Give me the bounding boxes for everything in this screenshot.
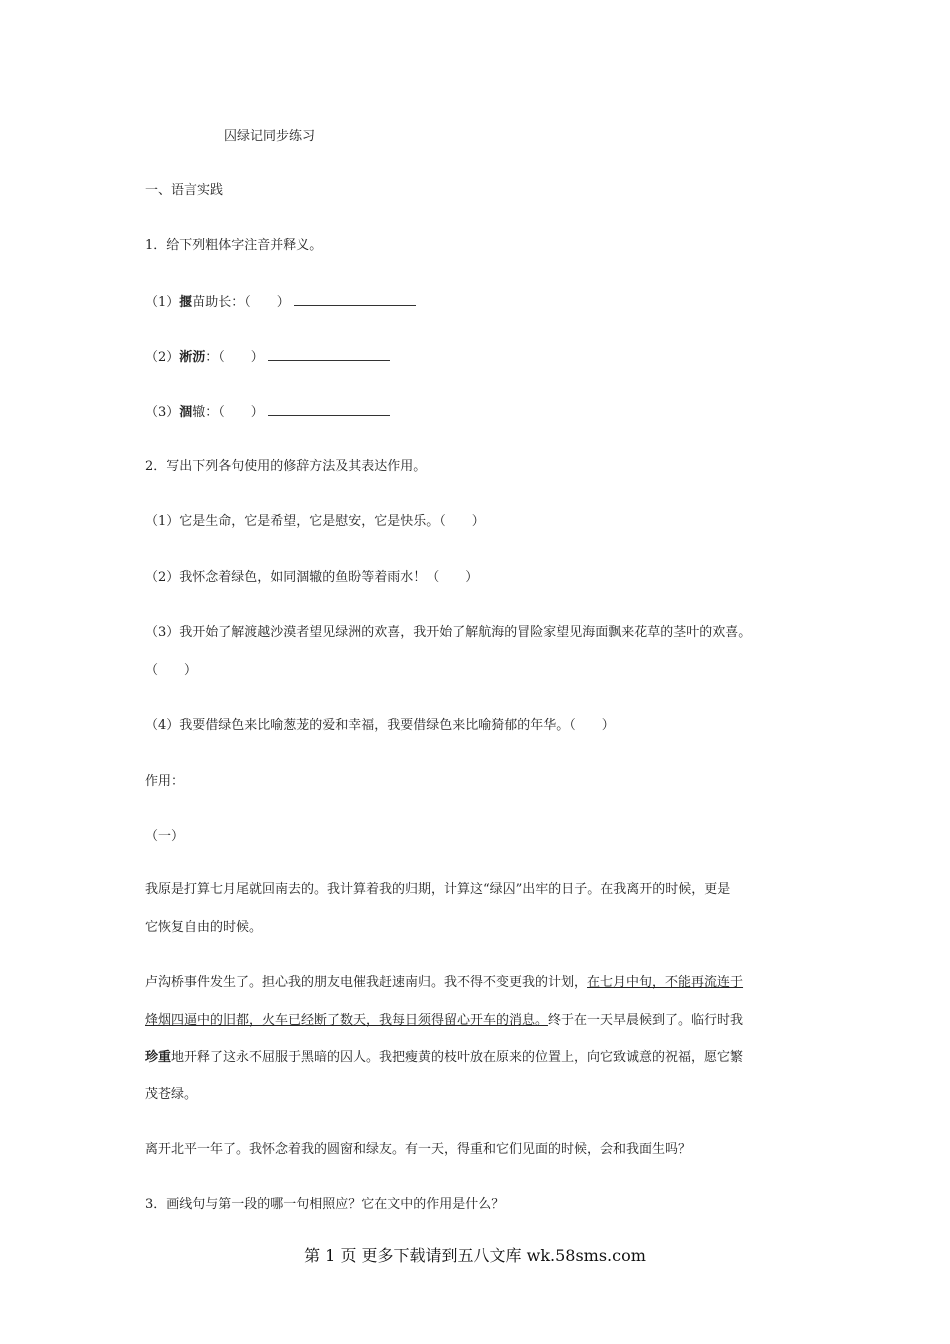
question-2-prompt: 2．写出下列各句使用的修辞方法及其表达作用。 xyxy=(145,459,427,474)
passage-paragraph-2-line-3 xyxy=(145,1049,743,1067)
item-text: 辙：（ ） xyxy=(192,405,264,420)
effect-label: 作用： xyxy=(145,774,185,789)
question-2-item-1: （1）它是生命，它是希望，它是慰安，它是快乐。（ ） xyxy=(145,514,485,529)
bold-word: 珍重 xyxy=(145,1050,172,1065)
answer-blank-line xyxy=(294,292,416,306)
question-1-prompt: 1．给下列粗体字注音并释义。 xyxy=(145,238,323,253)
bold-character: 涸 xyxy=(179,405,193,420)
question-2-item-3: （3）我开始了解渡越沙漠者望见绿洲的欢喜，我开始了解航海的冒险家望见海面飘来花草的茎叶的欢喜。 xyxy=(145,625,752,640)
document-title: 囚绿记同步练习 xyxy=(224,129,316,144)
item-text: ：（ ） xyxy=(205,350,264,365)
passage-text: 终于在一天早晨候到了。临行时我 xyxy=(548,1013,744,1028)
item-prefix: （3） xyxy=(145,405,180,420)
answer-blank-line xyxy=(268,402,390,416)
passage-paragraph-3-line-1: 离开北平一年了。我怀念着我的圆窗和绿友。有一天，得重和它们见面的时候，会和我面生吗？ xyxy=(145,1142,692,1157)
underlined-sentence: 在七月中旬，不能再流连于 xyxy=(587,975,744,990)
page-footer: 第 1 页 更多下载请到五八文库 wk.58sms.com xyxy=(304,1246,646,1265)
item-prefix: （1） xyxy=(145,295,180,310)
question-1-item-1 xyxy=(145,292,416,312)
item-prefix: （2） xyxy=(145,350,180,365)
passage-paragraph-1-line-2: 它恢复自由的时候。 xyxy=(145,920,263,935)
question-3-prompt: 3．画线句与第一段的哪一句相照应？它在文中的作用是什么？ xyxy=(145,1197,505,1212)
section-heading-language-practice: 一、语言实践 xyxy=(145,183,224,198)
bold-character: 淅沥 xyxy=(179,350,206,365)
passage-paragraph-2-line-1 xyxy=(145,974,743,992)
underlined-sentence: 烽烟四逼中的旧都，火车已经断了数天，我每日须得留心开车的消息。 xyxy=(145,1013,549,1028)
passage-paragraph-1-line-1: 我原是打算七月尾就回南去的。我计算着我的归期，计算这“绿囚”出牢的日子。在我离开的时候，更是 xyxy=(145,882,731,897)
passage-text: 卢沟桥事件发生了。担心我的朋友电催我赶速南归。我不得不变更我的计划， xyxy=(145,975,588,990)
passage-label: （一） xyxy=(145,829,185,844)
question-1-item-3 xyxy=(145,402,390,422)
answer-blank-line xyxy=(268,347,390,361)
item-text: 苗助长：（ ） xyxy=(192,295,290,310)
question-2-item-3-blank: （ ） xyxy=(145,663,198,678)
passage-text: 地开释了这永不屈服于黑暗的囚人。我把瘦黄的枝叶放在原来的位置上，向它致诚意的祝福，愿它繁 xyxy=(171,1050,744,1065)
question-2-item-2: （2）我怀念着绿色，如同涸辙的鱼盼等着雨水！（ ） xyxy=(145,570,479,585)
bold-character: 揠 xyxy=(179,295,193,310)
passage-paragraph-2-line-2 xyxy=(145,1012,743,1030)
passage-paragraph-2-line-4: 茂苍绿。 xyxy=(145,1087,198,1102)
question-2-item-4: （4）我要借绿色来比喻葱茏的爱和幸福，我要借绿色来比喻猗郁的年华。（ ） xyxy=(145,718,615,733)
question-1-item-2 xyxy=(145,347,390,367)
